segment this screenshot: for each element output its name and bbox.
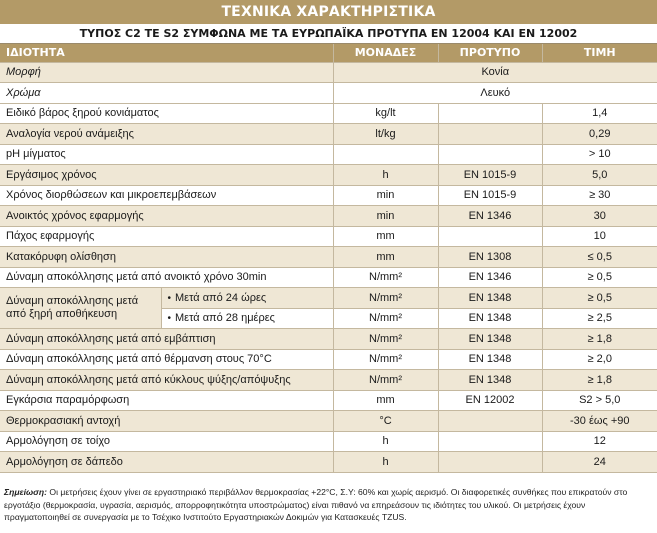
standard-cell	[438, 124, 542, 145]
value-cell: ≥ 1,8	[542, 329, 657, 350]
value-cell: 24	[542, 452, 657, 473]
footnote	[4, 486, 651, 524]
general-value: Κονία	[333, 62, 657, 83]
property-cell: Αρμολόγηση σε δάπεδο	[0, 452, 333, 473]
units-cell: N/mm²	[333, 329, 438, 350]
group-label-dry-storage: Δύναμη αποκόλλησης μετά από ξηρή αποθήκευση	[0, 288, 161, 329]
units-cell: mm	[333, 247, 438, 268]
general-label: Χρώμα	[0, 83, 333, 104]
property-cell: Δύναμη αποκόλλησης μετά από θέρμανση στους 70°C	[0, 349, 333, 370]
table-row	[0, 124, 657, 145]
table-row	[0, 431, 657, 452]
property-cell: Πάχος εφαρμογής	[0, 226, 333, 247]
footnote-label: Σημείωση:	[4, 487, 47, 497]
header-units: ΜΟΝΑΔΕΣ	[333, 44, 438, 62]
units-cell: lt/kg	[333, 124, 438, 145]
table-row	[0, 329, 657, 350]
value-cell: > 10	[542, 144, 657, 165]
value-cell: 1,4	[542, 103, 657, 124]
units-cell: kg/lt	[333, 103, 438, 124]
value-cell: 5,0	[542, 165, 657, 186]
units-cell: min	[333, 206, 438, 227]
sub-property-label: Μετά από 24 ώρες	[175, 291, 267, 304]
table-row	[0, 288, 657, 309]
header-value: ΤΙΜΗ	[542, 44, 657, 62]
sub-property-cell	[161, 308, 333, 329]
standard-cell: EN 1346	[438, 267, 542, 288]
value-cell: 30	[542, 206, 657, 227]
units-cell: min	[333, 185, 438, 206]
standard-cell: EN 1015-9	[438, 165, 542, 186]
standard-cell: EN 1348	[438, 288, 542, 309]
bullet-icon: •	[167, 313, 172, 325]
sheet-subtitle: ΤΥΠΟΣ C2 TE S2 ΣΥΜΦΩΝΑ ΜΕ ΤΑ ΕΥΡΩΠΑΪΚΑ ΠΡΟΤΥΠΑ ΕΝ 12004 ΚΑΙ ΕΝ 12002	[0, 24, 657, 44]
table-row	[0, 144, 657, 165]
value-cell: -30 έως +90	[542, 411, 657, 432]
units-cell: mm	[333, 226, 438, 247]
table-row	[0, 370, 657, 391]
standard-cell	[438, 144, 542, 165]
value-cell: 0,29	[542, 124, 657, 145]
standard-cell: EN 12002	[438, 390, 542, 411]
table-row	[0, 267, 657, 288]
property-cell: Δύναμη αποκόλλησης μετά από κύκλους ψύξης/απόψυξης	[0, 370, 333, 391]
units-cell: h	[333, 165, 438, 186]
header-property: ΙΔΙΟΤΗΤΑ	[0, 44, 333, 62]
units-cell: h	[333, 452, 438, 473]
value-cell: ≥ 2,0	[542, 349, 657, 370]
sub-property-cell	[161, 288, 333, 309]
table-row	[0, 226, 657, 247]
table-row	[0, 411, 657, 432]
units-cell: N/mm²	[333, 267, 438, 288]
bullet-icon: •	[167, 292, 172, 304]
table-row	[0, 103, 657, 124]
header-standard: ΠΡΟΤΥΠΟ	[438, 44, 542, 62]
units-cell	[333, 144, 438, 165]
general-row	[0, 83, 657, 104]
value-cell: ≥ 1,8	[542, 370, 657, 391]
standard-cell: EN 1348	[438, 308, 542, 329]
footnote-text: Οι μετρήσεις έχουν γίνει σε εργαστηριακό περιβάλλον θερμοκρασίας +22°C, Σ.Υ: 60% και χωρίς αερισμό. Οι διαφορετικές συνθήκες που επικρατούν στο εργοτάξιο (θερμοκρασία, υγρασία, αερισμός, απορροφητικότητα υποστρώματος) είναι πιθανό να επηρεάσουν τις ιδιότητες του υλικού. Οι μετρήσεις έχουν πραγματοποιηθεί σε συνεργασία με το Τσέχικο Ινστιτούτο Εργαστηριακών Δοκιμών για Κατασκευές TZUS.	[4, 487, 628, 522]
table-row	[0, 349, 657, 370]
sub-property-label: Μετά από 28 ημέρες	[175, 312, 275, 325]
table-row	[0, 452, 657, 473]
standard-cell: EN 1308	[438, 247, 542, 268]
table-row	[0, 165, 657, 186]
general-row	[0, 62, 657, 83]
units-cell: N/mm²	[333, 288, 438, 309]
property-cell: Ανοικτός χρόνος εφαρμογής	[0, 206, 333, 227]
standard-cell	[438, 431, 542, 452]
value-cell: ≤ 0,5	[542, 247, 657, 268]
general-label: Μορφή	[0, 62, 333, 83]
standard-cell: EN 1346	[438, 206, 542, 227]
units-cell: N/mm²	[333, 308, 438, 329]
standard-cell	[438, 103, 542, 124]
value-cell: ≥ 0,5	[542, 288, 657, 309]
property-cell: Εγκάρσια παραμόρφωση	[0, 390, 333, 411]
units-cell: °C	[333, 411, 438, 432]
sheet-title: ΤΕΧΝΙΚΑ ΧΑΡΑΚΤΗΡΙΣΤΙΚΑ	[0, 0, 657, 24]
standard-cell	[438, 226, 542, 247]
property-cell: Κατακόρυφη ολίσθηση	[0, 247, 333, 268]
property-cell: pH μίγματος	[0, 144, 333, 165]
property-cell: Αναλογία νερού ανάμειξης	[0, 124, 333, 145]
table-row	[0, 185, 657, 206]
table-row	[0, 206, 657, 227]
specs-table	[0, 44, 657, 473]
units-cell: N/mm²	[333, 349, 438, 370]
standard-cell: EN 1015-9	[438, 185, 542, 206]
general-value: Λευκό	[333, 83, 657, 104]
property-cell: Αρμολόγηση σε τοίχο	[0, 431, 333, 452]
property-cell: Δύναμη αποκόλλησης μετά από εμβάπτιση	[0, 329, 333, 350]
standard-cell	[438, 411, 542, 432]
property-cell: Χρόνος διορθώσεων και μικροεπεμβάσεων	[0, 185, 333, 206]
value-cell: ≥ 2,5	[542, 308, 657, 329]
standard-cell: EN 1348	[438, 329, 542, 350]
table-row	[0, 390, 657, 411]
property-cell: Εργάσιμος χρόνος	[0, 165, 333, 186]
units-cell: mm	[333, 390, 438, 411]
units-cell: N/mm²	[333, 370, 438, 391]
table-header-row	[0, 44, 657, 62]
value-cell: 12	[542, 431, 657, 452]
value-cell: ≥ 0,5	[542, 267, 657, 288]
value-cell: 10	[542, 226, 657, 247]
units-cell: h	[333, 431, 438, 452]
standard-cell	[438, 452, 542, 473]
value-cell: S2 > 5,0	[542, 390, 657, 411]
standard-cell: EN 1348	[438, 349, 542, 370]
property-cell: Ειδικό βάρος ξηρού κονιάματος	[0, 103, 333, 124]
property-cell: Δύναμη αποκόλλησης μετά από ανοικτό χρόνο 30min	[0, 267, 333, 288]
property-cell: Θερμοκρασιακή αντοχή	[0, 411, 333, 432]
table-row	[0, 247, 657, 268]
standard-cell: EN 1348	[438, 370, 542, 391]
value-cell: ≥ 30	[542, 185, 657, 206]
